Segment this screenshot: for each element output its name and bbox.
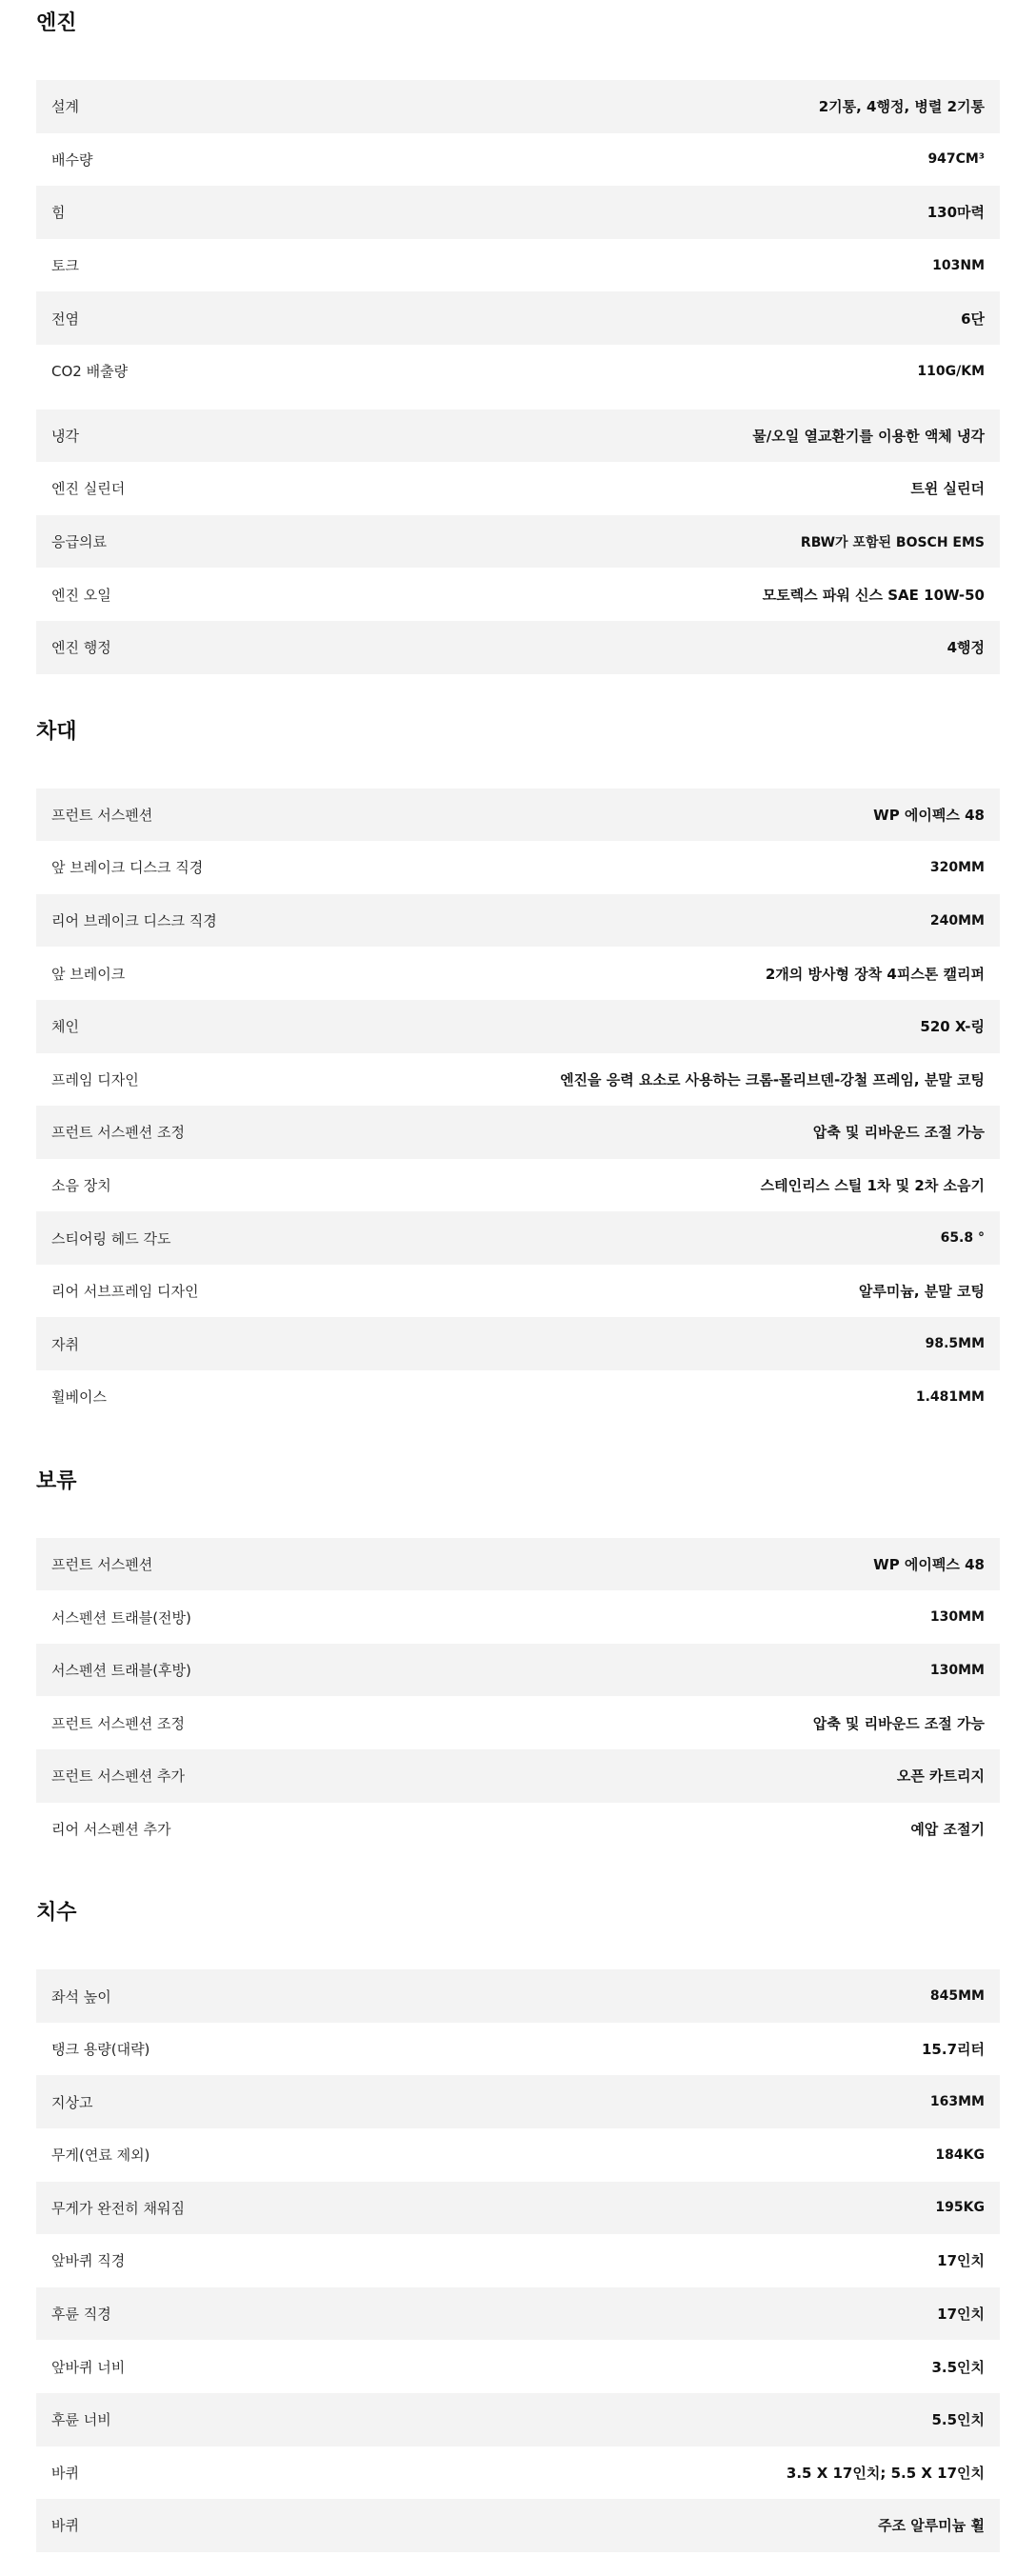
spec-value: 195KG [935, 2200, 985, 2216]
spec-label: 자취 [51, 1335, 79, 1353]
spec-value: RBW가 포함된 BOSCH EMS [800, 534, 985, 550]
spec-value: WP 에이펙스 48 [873, 806, 985, 824]
spec-row [36, 1000, 1000, 1053]
spec-value: 오픈 카트리지 [896, 1767, 985, 1786]
spec-label: 앞 브레이크 디스크 직경 [51, 859, 204, 877]
spec-row [36, 1159, 1000, 1212]
spec-row [36, 2340, 1000, 2393]
spec-label: 서스펜션 트래블(전방) [51, 1608, 191, 1627]
spec-value: 스테인리스 스틸 1차 및 2차 소음기 [760, 1176, 985, 1194]
spec-label: 앞바퀴 너비 [51, 2358, 126, 2376]
spec-row [36, 947, 1000, 1000]
spec-row [36, 1590, 1000, 1644]
spec-row [36, 1696, 1000, 1749]
spec-label: 무게가 완전히 채워짐 [51, 2199, 185, 2217]
spec-value: 압축 및 리바운드 조절 가능 [812, 1124, 985, 1142]
spec-label: 설계 [51, 98, 79, 116]
spec-value: 98.5MM [925, 1336, 985, 1352]
spec-label: 리어 브레이크 디스크 직경 [51, 912, 217, 930]
spec-label: 후륜 직경 [51, 2306, 111, 2324]
spec-label: 엔진 실린더 [51, 480, 126, 498]
spec-row [36, 345, 1000, 398]
engine-spec-table [36, 80, 1000, 674]
spec-value: 모토렉스 파워 신스 SAE 10W-50 [762, 586, 985, 604]
spec-label: 체인 [51, 1018, 79, 1036]
spec-value: 130마력 [926, 204, 985, 222]
spec-row [36, 789, 1000, 842]
spec-value: 물/오일 열교환기를 이용한 액체 냉각 [752, 427, 985, 445]
spec-row [36, 80, 1000, 133]
spec-value: 17인치 [937, 2252, 985, 2270]
spec-row [36, 841, 1000, 894]
spec-label: 토크 [51, 257, 79, 275]
spec-value: 3.5 X 17인치; 5.5 X 17인치 [786, 2464, 985, 2482]
spec-row [36, 2075, 1000, 2128]
spec-row [36, 2182, 1000, 2235]
spec-row [36, 2023, 1000, 2076]
spec-row [36, 1749, 1000, 1803]
spec-label: 좌석 높이 [51, 1987, 111, 2006]
spec-label: CO2 배출량 [51, 363, 129, 381]
spec-label: 바퀴 [51, 2517, 79, 2535]
spec-row [36, 1317, 1000, 1370]
spec-row [36, 621, 1000, 674]
spec-label: 무게(연료 제외) [51, 2147, 150, 2165]
spec-value: 163MM [929, 2094, 985, 2110]
spec-label: 프런트 서스펜션 추가 [51, 1767, 185, 1786]
spec-value: 알루미늄, 분말 코팅 [858, 1283, 985, 1301]
spec-label: 바퀴 [51, 2464, 79, 2482]
spec-row [36, 462, 1000, 515]
spec-row [36, 894, 1000, 948]
spec-label: 전염 [51, 310, 79, 328]
spec-row [36, 1106, 1000, 1159]
section-gap [36, 1424, 1000, 1469]
section-gap [36, 674, 1000, 720]
spec-label: 앞 브레이크 [51, 965, 126, 983]
spec-label: 프런트 서스펜션 [51, 806, 153, 824]
spec-label: 프런트 서스펜션 조정 [51, 1714, 185, 1732]
spec-label: 프레임 디자인 [51, 1070, 139, 1088]
spec-label: 소음 장치 [51, 1176, 111, 1194]
spec-value: 압축 및 리바운드 조절 가능 [812, 1714, 985, 1732]
spec-label: 냉각 [51, 427, 79, 445]
spec-value: 240MM [929, 912, 985, 929]
spec-row [36, 1538, 1000, 1591]
engine-section [36, 11, 1000, 674]
spec-row [36, 2128, 1000, 2182]
spec-label: 배수량 [51, 150, 93, 169]
spec-value: 3.5인치 [931, 2358, 985, 2376]
spec-label: 휠베이스 [51, 1388, 107, 1407]
spec-label: 리어 서브프레임 디자인 [51, 1283, 199, 1301]
spec-label: 후륜 너비 [51, 2411, 111, 2429]
spec-row [36, 1265, 1000, 1318]
spec-value: 65.8 ° [940, 1230, 985, 1247]
spec-label: 리어 서스펜션 추가 [51, 1820, 171, 1838]
spec-value: 1.481MM [915, 1388, 985, 1405]
spec-value: 주조 알루미늄 휠 [878, 2517, 985, 2535]
spec-row [36, 1803, 1000, 1856]
spec-value: 947CM³ [927, 151, 985, 168]
spec-label: 힘 [51, 204, 66, 222]
spec-value: 130MM [929, 1609, 985, 1626]
spec-row [36, 2446, 1000, 2500]
spec-value: 320MM [929, 859, 985, 875]
spec-value: 15.7리터 [922, 2041, 985, 2059]
spec-row [36, 1370, 1000, 1424]
spec-row [36, 1969, 1000, 2023]
spec-row [36, 2393, 1000, 2446]
dimensions-spec-table [36, 1969, 1000, 2552]
spec-value: 예압 조절기 [910, 1820, 985, 1838]
spec-label: 응급의료 [51, 533, 107, 551]
spec-value: 17인치 [937, 2306, 985, 2324]
spec-value: 6단 [961, 310, 985, 328]
spec-value: 520 X-링 [920, 1018, 985, 1036]
spec-value: 2개의 방사형 장착 4피스톤 캘리퍼 [765, 965, 985, 983]
spec-row [36, 1053, 1000, 1107]
section-title-engine: 엔진 [36, 11, 77, 35]
spec-value: 5.5인치 [931, 2411, 985, 2429]
spec-value: 트윈 실린더 [910, 480, 985, 498]
spec-row [36, 2287, 1000, 2341]
spec-row [36, 2234, 1000, 2287]
spec-value: 845MM [929, 1988, 985, 2005]
spec-row [36, 1211, 1000, 1265]
spec-value: 엔진을 응력 요소로 사용하는 크롬-몰리브덴-강철 프레임, 분말 코팅 [560, 1070, 985, 1088]
section-title-dimensions: 치수 [36, 1901, 77, 1926]
spec-row [36, 568, 1000, 621]
spec-label: 서스펜션 트래블(후방) [51, 1662, 191, 1680]
spec-value: WP 에이펙스 48 [873, 1555, 985, 1573]
spec-label: 프런트 서스펜션 [51, 1555, 153, 1573]
section-gap [36, 1855, 1000, 1901]
chassis-spec-table [36, 789, 1000, 1424]
spec-value: 2기통, 4행정, 병렬 2기통 [818, 98, 985, 116]
spec-label: 앞바퀴 직경 [51, 2252, 126, 2270]
spec-row [36, 1644, 1000, 1697]
spec-value: 110G/KM [917, 363, 985, 379]
section-title-chassis: 차대 [36, 719, 77, 744]
spec-value: 184KG [935, 2147, 985, 2163]
spec-row [36, 2499, 1000, 2552]
spec-label: 엔진 행정 [51, 639, 111, 657]
spec-label: 지상고 [51, 2093, 93, 2111]
spec-label: 프런트 서스펜션 조정 [51, 1124, 185, 1142]
spec-value: 103NM [932, 257, 985, 273]
row-gap [36, 398, 1000, 409]
suspension-spec-table [36, 1538, 1000, 1856]
spec-label: 엔진 오일 [51, 586, 111, 604]
spec-label: 탱크 용량(대략) [51, 2041, 150, 2059]
spec-row [36, 291, 1000, 345]
section-title-suspension: 보류 [36, 1468, 77, 1493]
spec-row [36, 239, 1000, 292]
spec-value: 130MM [929, 1662, 985, 1678]
spec-label: 스티어링 헤드 각도 [51, 1229, 171, 1248]
suspension-section [36, 1469, 1000, 1856]
dimensions-section [36, 1901, 1000, 2552]
spec-row [36, 186, 1000, 239]
spec-row [36, 515, 1000, 569]
chassis-section [36, 720, 1000, 1424]
spec-row [36, 409, 1000, 463]
spec-value: 4행정 [946, 639, 985, 657]
spec-row [36, 133, 1000, 187]
